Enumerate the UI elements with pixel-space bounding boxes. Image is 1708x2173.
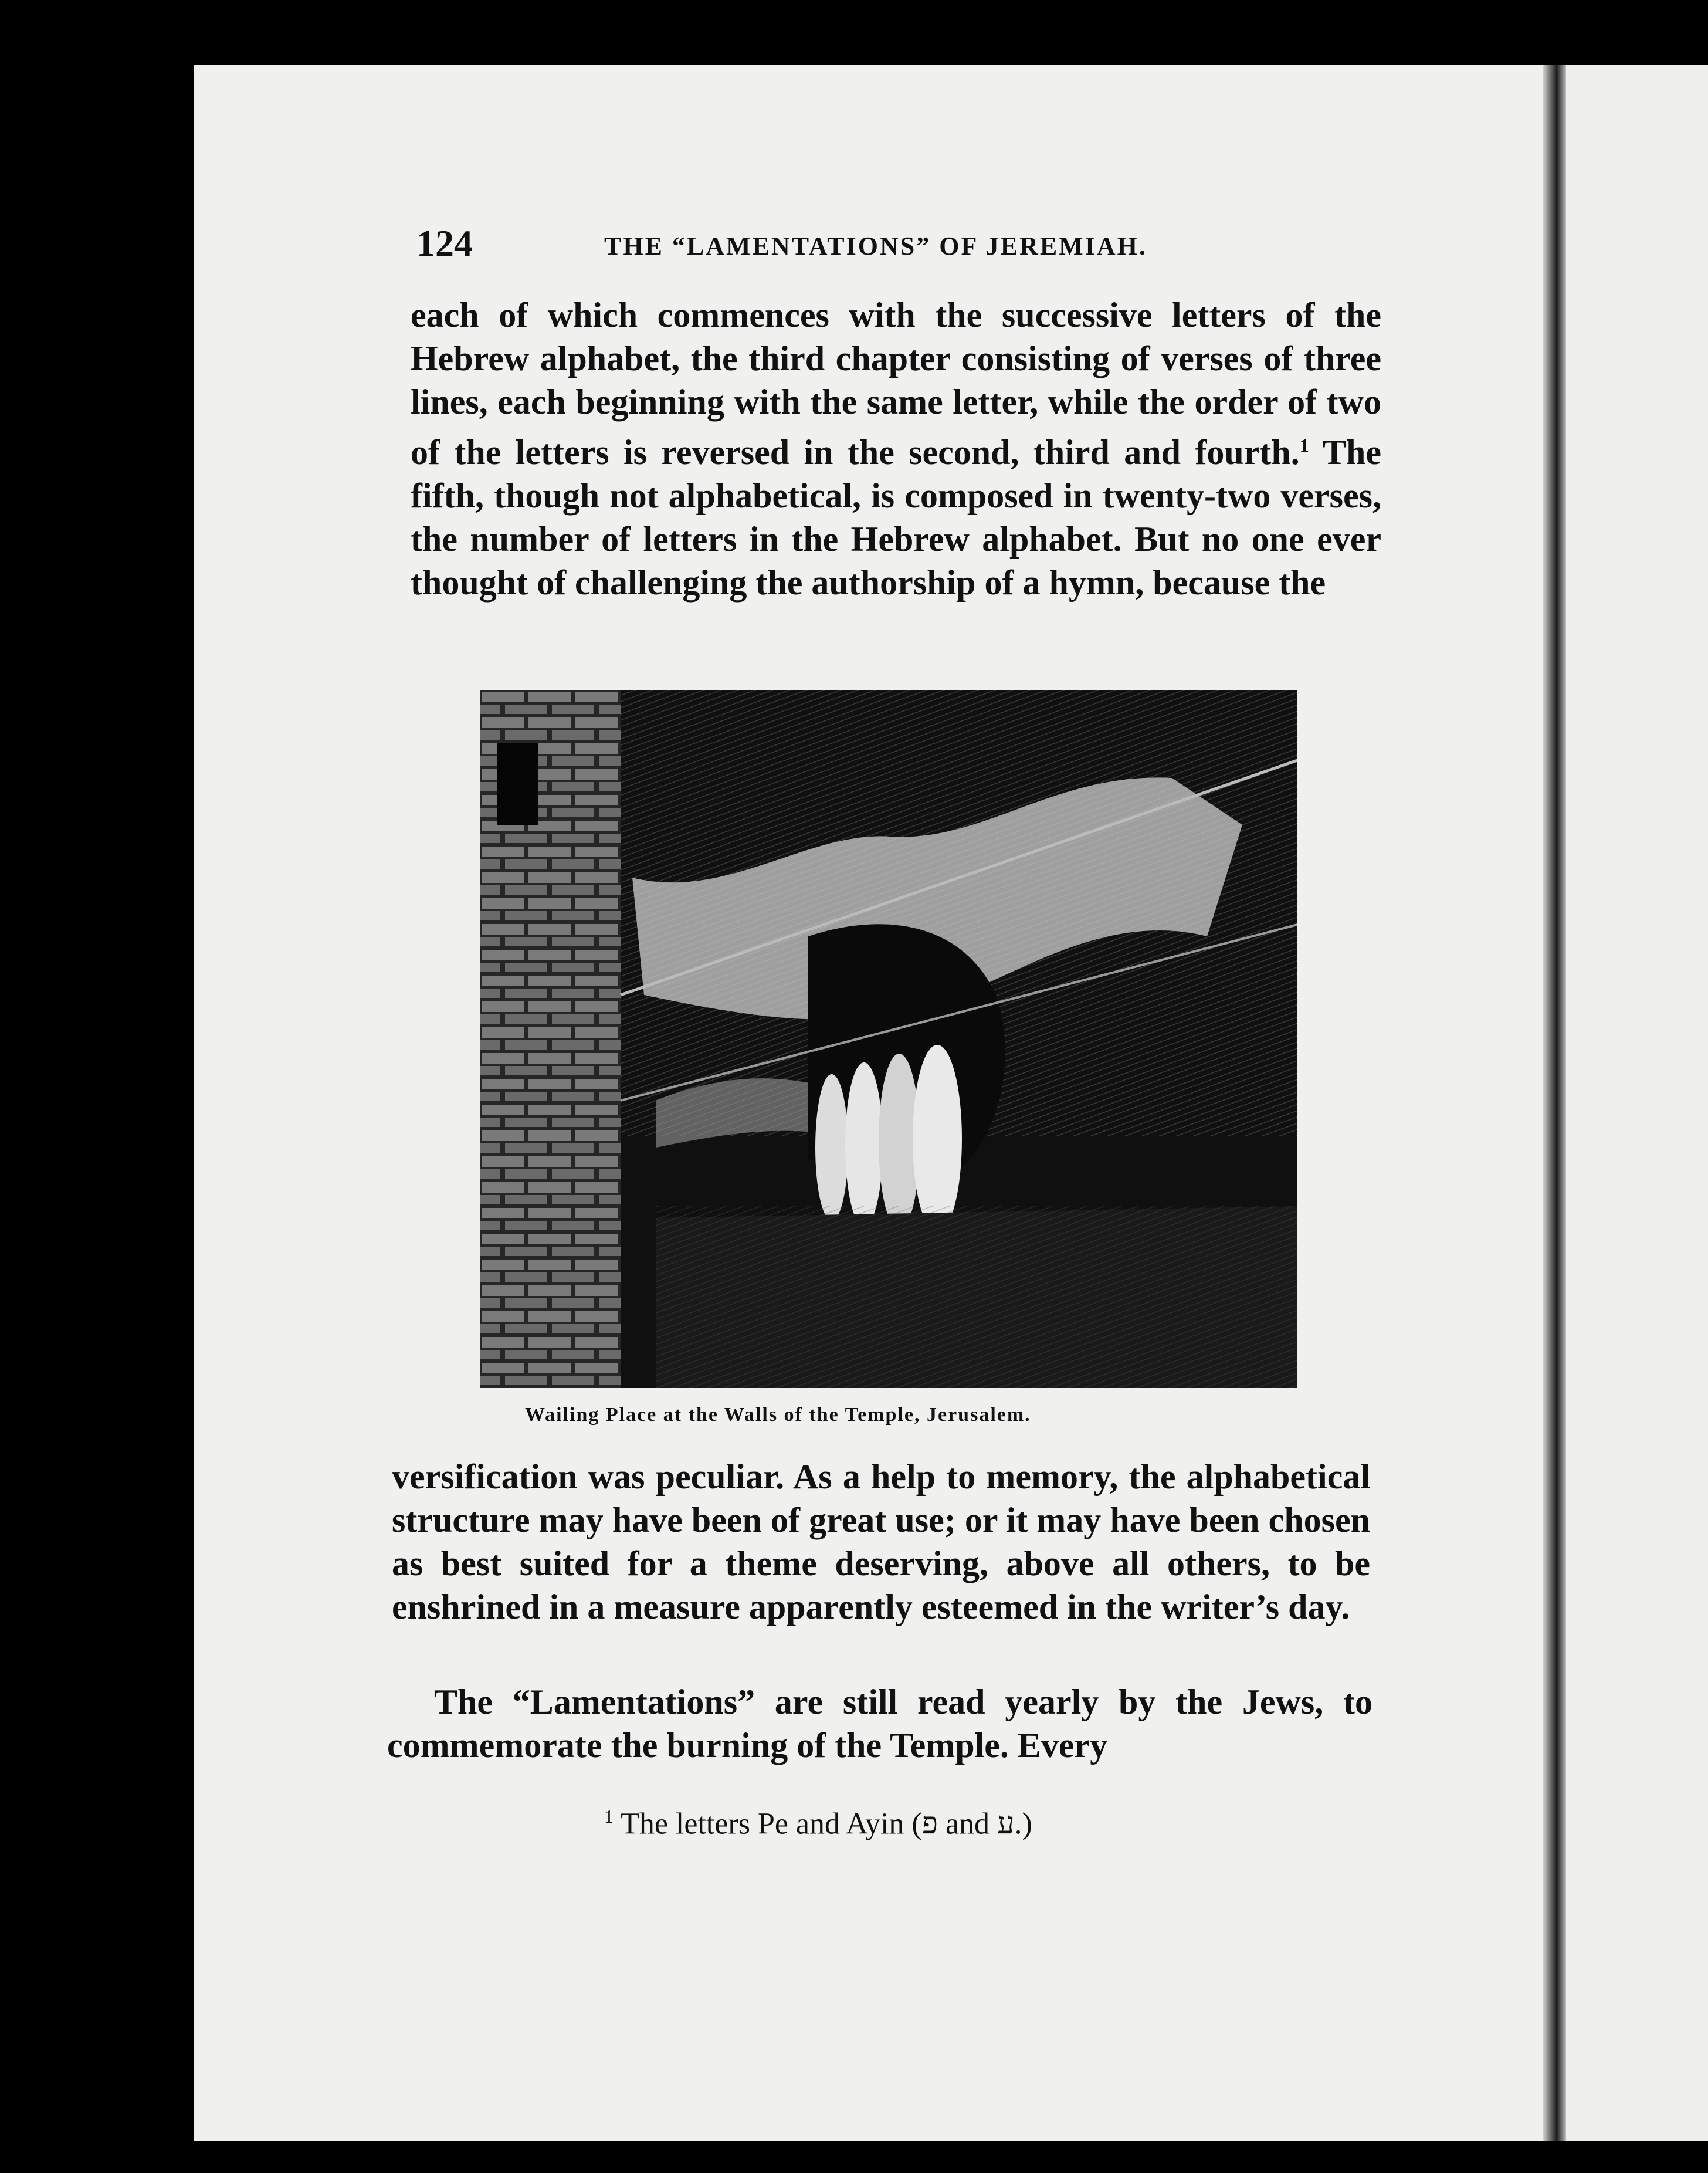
engraving-image bbox=[480, 690, 1297, 1388]
paragraph-bottom: The “Lamentations” are still read yearly by the Jews, to commemorate the burning of the Temple. Every bbox=[387, 1683, 1372, 1765]
paragraph-top bbox=[411, 293, 1381, 604]
footnote bbox=[604, 1806, 1032, 1841]
paragraph-top-text-continued: The fifth, though not alphabetical, is composed in twenty-two verses, the number of letters in the Hebrew alphabet. But no one ever thought of challenging the authorship of a hymn, because the bbox=[411, 433, 1381, 602]
figure-caption: Wailing Place at the Walls of the Temple, Jerusalem. bbox=[525, 1404, 1031, 1426]
running-header bbox=[416, 222, 1384, 280]
paragraph-top-text: each of which commences with the successive letters of the Hebrew alphabet, the third chapter consisting of verses of three lines, each beginning with the same letter, while the order of two of the letters is reversed in the second, third and fourth. bbox=[411, 296, 1381, 472]
engraving-illustration bbox=[480, 690, 1297, 1388]
paragraph-middle: versification was peculiar. As a help to memory, the alphabetical structure may have been of great use; or it may have been chosen as best suited for a theme deserving, above all others, to be enshrined in a measure apparently esteemed in the writer’s day. bbox=[392, 1457, 1370, 1626]
page-gutter bbox=[1543, 65, 1566, 2141]
adjacent-page-edge bbox=[1566, 65, 1708, 2141]
footnote-reference: 1 bbox=[1299, 435, 1309, 456]
footnote-text: The letters Pe and Ayin (פ and ע.) bbox=[621, 1807, 1032, 1841]
page-number: 124 bbox=[416, 222, 473, 264]
running-title: THE “LAMENTATIONS” OF JEREMIAH. bbox=[604, 232, 1147, 260]
footnote-marker: 1 bbox=[604, 1806, 614, 1827]
